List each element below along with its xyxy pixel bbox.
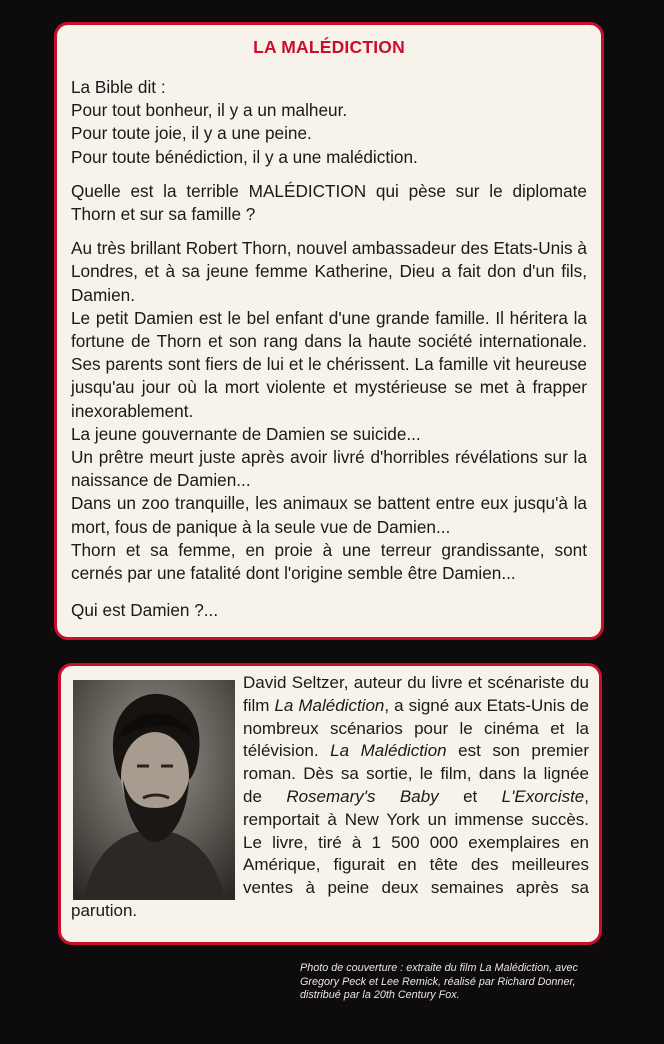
- bible-line: Pour toute joie, il y a une peine.: [71, 123, 312, 144]
- bio-text: David Seltzer, auteur du livre et scénariste du film: [243, 673, 589, 715]
- story-paragraph: La jeune gouvernante de Damien se suicide...: [71, 423, 421, 444]
- bio-film-title: L'Exorciste: [501, 786, 585, 806]
- credit-film-title: La Malédiction: [479, 962, 550, 974]
- cover-photo-credit: [300, 962, 600, 1003]
- story-paragraph: Dans un zoo tranquille, les animaux se battent entre eux jusqu'à la mort, fous de panique à la seule vue de Damien...: [71, 493, 587, 537]
- author-panel: [58, 663, 602, 945]
- question-paragraph: Quelle est la terrible MALÉDICTION qui pèse sur le diplomate Thorn et sur sa famille ?: [71, 180, 587, 225]
- credit-text: Photo de couverture : extraite du film: [300, 962, 480, 974]
- credit-text: , avec Gregory Peck et Lee Remick, réalisé par Richard Donner, distribué par la 20th Century Fox.: [300, 962, 578, 1002]
- portrait-spacer: [71, 672, 243, 892]
- bio-text: , a signé aux Etats-Unis de nombreux scénarios pour le cinéma et la télévision.: [243, 695, 589, 761]
- bible-line: La Bible dit :: [71, 77, 166, 97]
- summary-panel: [54, 22, 604, 640]
- author-bio: [71, 672, 589, 923]
- bio-text: est son premier roman. Dès sa sortie, le film, dans la lignée de: [243, 741, 589, 806]
- bible-line: Pour tout bonheur, il y a un malheur.: [71, 100, 348, 121]
- bio-film-title: La Malédiction: [330, 741, 447, 761]
- bio-film-title: La Malédiction: [274, 695, 385, 715]
- story-paragraph: Thorn et sa femme, en proie à une terreur grandissante, sont cernés par une fatalité dont l'origine semble être Damien...: [71, 539, 587, 584]
- bio-film-title: Rosemary's Baby: [286, 786, 439, 806]
- closing-question: Qui est Damien ?...: [71, 600, 219, 621]
- book-title: LA MALÉDICTION: [253, 37, 405, 57]
- bio-text: et: [438, 786, 502, 806]
- story-paragraph: Au très brillant Robert Thorn, nouvel ambassadeur des Etats-Unis à Londres, et à sa jeune femme Katherine, Dieu a fait don d'un fils, Damien.: [71, 238, 587, 305]
- story-paragraph: Un prêtre meurt juste après avoir livré d'horribles révélations sur la naissance de Damien...: [71, 447, 587, 491]
- story-paragraph: Le petit Damien est le bel enfant d'une grande famille. Il héritera la fortune de Thorn et son rang dans la haute société internationale. Ses parents sont fiers de lui et le chérissent. La famille vit heureuse jusqu'au jour où la mort violente et mystérieuse se met à frapper inexorablement.: [71, 307, 587, 421]
- bio-text: , remportait à New York un immense succès. Le livre, tiré à 1 500 000 exemplaires en Amérique, figurait en tête des meilleures ventes à peine deux semaines après sa parution.: [71, 786, 589, 920]
- bible-line: Pour toute bénédiction, il y a une malédiction.: [71, 146, 418, 167]
